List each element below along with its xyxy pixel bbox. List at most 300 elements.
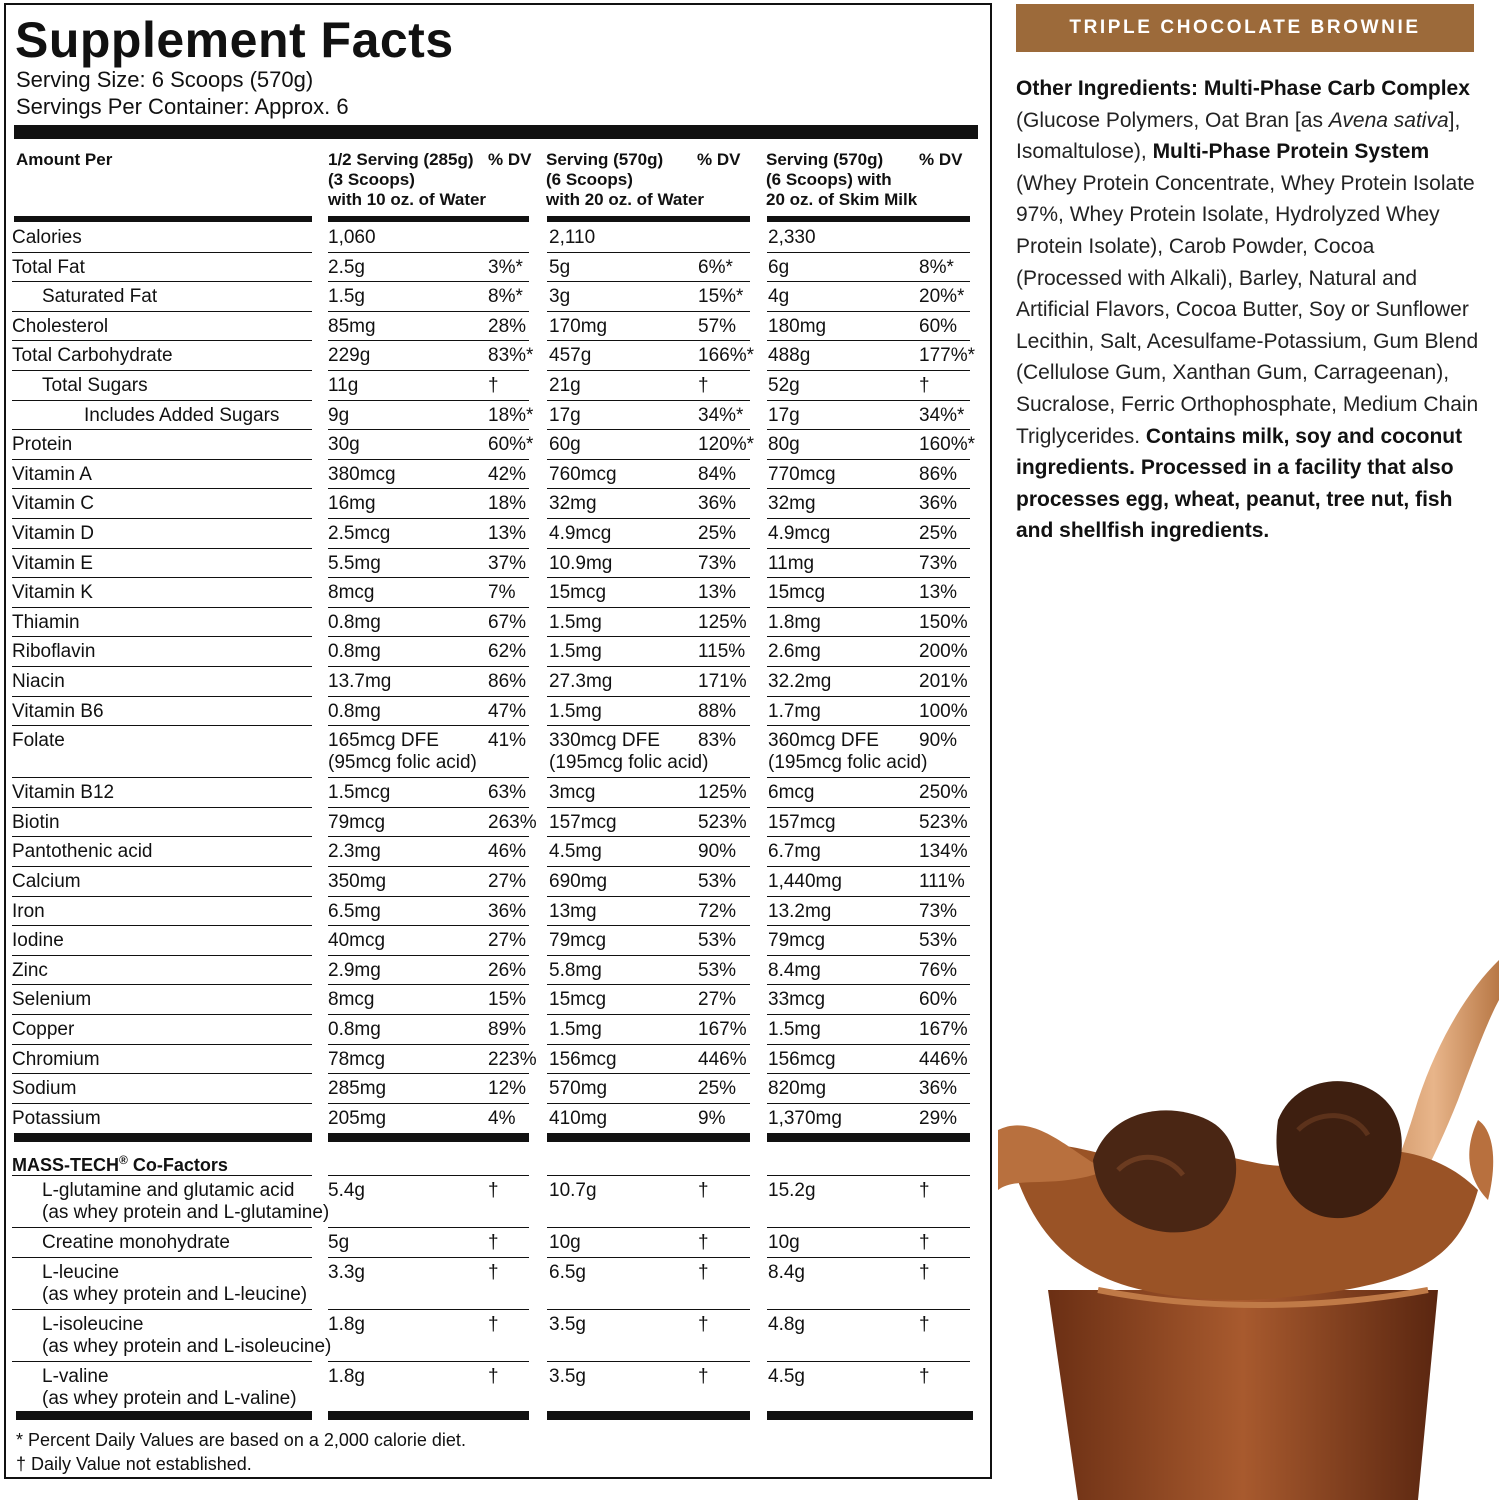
row-divider <box>767 518 970 519</box>
nutrient-dv: 25% <box>698 1078 737 1100</box>
nutrient-dv: 83% <box>698 730 737 752</box>
row-divider <box>767 281 970 282</box>
nutrient-name: Iodine <box>12 930 64 952</box>
row-divider <box>328 696 529 697</box>
nutrient-dv: 88% <box>698 700 737 722</box>
nutrient-dv: 115% <box>698 641 746 663</box>
nutrient-amount: 3mcg <box>549 782 596 804</box>
row-divider <box>328 1073 529 1074</box>
nutrient-name: Total Fat <box>12 256 85 278</box>
servings-per-container: Servings Per Container: Approx. 6 <box>16 94 349 119</box>
row-divider <box>328 777 529 778</box>
nutrient-amount: 380mcg <box>328 463 396 485</box>
cofactor-dv: † <box>919 1313 930 1335</box>
row-divider <box>12 1103 312 1104</box>
nutrient-amount: 11mg <box>768 552 815 574</box>
nutrient-dv: 34%* <box>919 404 965 426</box>
cofactor-amount: 4.8g <box>768 1313 805 1335</box>
row-divider <box>547 636 750 637</box>
row-divider <box>328 340 529 341</box>
cofactor-dv: † <box>919 1261 930 1283</box>
nutrient-dv: 34%* <box>698 404 744 426</box>
nutrient-amount: 1.5mg <box>549 611 602 633</box>
cofactor-divider <box>12 1361 312 1362</box>
nutrient-dv: 446% <box>919 1048 968 1070</box>
row-divider <box>767 836 970 837</box>
nutrient-dv: 60%* <box>488 434 534 456</box>
header-col2-line: (6 Scoops) <box>546 170 633 189</box>
nutrient-amount: 6.5mg <box>328 900 381 922</box>
nutrient-amount: 2.3mg <box>328 841 381 863</box>
nutrient-dv: 167% <box>919 1019 968 1040</box>
nutrient-dv: 25% <box>919 523 958 544</box>
nutrient-amount: 32mg <box>768 493 816 515</box>
row-divider <box>547 807 750 808</box>
nutrient-name: Folate <box>12 730 65 752</box>
header-rule-a <box>14 216 312 222</box>
row-divider <box>12 1014 312 1015</box>
ingredients-segment: Avena sativa <box>1328 108 1449 132</box>
bottom-rule-c <box>547 1411 750 1420</box>
nutrient-dv: 53% <box>698 959 737 981</box>
nutrient-name: Vitamin K <box>12 582 93 604</box>
row-divider <box>12 984 312 985</box>
cofactor-divider <box>547 1309 750 1310</box>
nutrient-dv: 36% <box>698 493 737 515</box>
nutrient-name: Sodium <box>12 1078 77 1100</box>
cofactor-divider <box>328 1361 529 1362</box>
row-divider <box>547 1073 750 1074</box>
row-divider <box>12 252 312 253</box>
row-divider <box>547 1103 750 1104</box>
row-divider <box>12 925 312 926</box>
cofactor-name: L-glutamine and glutamic acid <box>42 1180 295 1201</box>
nutrient-amount: 1,060 <box>328 227 376 248</box>
nutrient-dv: 63% <box>488 782 527 804</box>
row-divider <box>547 370 750 371</box>
cofactor-amount: 1.8g <box>328 1365 365 1387</box>
row-divider <box>767 400 970 401</box>
nutrient-dv: 42% <box>488 463 527 485</box>
nutrient-dv: 201% <box>919 671 968 692</box>
cofactor-amount: 1.8g <box>328 1313 365 1335</box>
nutrient-amount: 457g <box>549 345 592 367</box>
nutrient-dv: 7% <box>488 582 516 604</box>
row-divider <box>767 866 970 867</box>
row-divider <box>12 607 312 608</box>
nutrient-dv: 134% <box>919 841 968 863</box>
nutrient-amount: 1.8mg <box>768 611 821 633</box>
nutrient-amount: 9g <box>328 404 350 426</box>
nutrient-dv: 37% <box>488 552 527 574</box>
row-divider <box>767 925 970 926</box>
nutrient-name: Calcium <box>12 871 81 892</box>
nutrient-dv: 53% <box>698 930 737 952</box>
nutrient-amount: 79mcg <box>768 930 826 952</box>
nutrient-dv: 18%* <box>488 404 534 426</box>
header-col3-dv: % DV <box>919 150 963 169</box>
row-divider <box>328 459 529 460</box>
nutrient-dv: 83%* <box>488 345 534 367</box>
nutrient-name: Includes Added Sugars <box>84 404 280 426</box>
cofactor-amount: 10g <box>768 1232 800 1253</box>
nutrient-dv: 57% <box>698 315 737 337</box>
nutrient-dv: 100% <box>919 700 968 722</box>
cofactor-divider <box>328 1257 529 1258</box>
row-divider <box>12 311 312 312</box>
row-divider <box>767 636 970 637</box>
nutrient-amount: 760mcg <box>549 463 617 485</box>
cofactor-divider <box>547 1175 750 1176</box>
nutrient-dv: 67% <box>488 611 527 633</box>
nutrient-dv: 177%* <box>919 345 975 367</box>
cofactor-dv: † <box>919 1180 930 1201</box>
row-divider <box>328 429 529 430</box>
nutrient-dv: † <box>698 375 709 396</box>
row-divider <box>547 459 750 460</box>
nutrient-name: Cholesterol <box>12 315 109 337</box>
nutrient-amount: 180mg <box>768 315 827 337</box>
nutrient-subnote: (195mcg folic acid) <box>549 752 709 774</box>
cofactor-divider <box>547 1257 750 1258</box>
nutrient-dv: 523% <box>698 811 747 833</box>
nutrient-dv: 47% <box>488 700 527 722</box>
row-divider <box>767 459 970 460</box>
row-divider <box>547 777 750 778</box>
nutrient-dv: 86% <box>919 463 958 485</box>
ingredients-segment: ], Isomaltulose), <box>1016 108 1461 164</box>
header-col3-line: (6 Scoops) with <box>766 170 892 189</box>
header-col1 <box>328 150 486 210</box>
cofactor-dv: † <box>488 1261 499 1283</box>
row-divider <box>12 666 312 667</box>
nutrient-dv: 62% <box>488 641 527 663</box>
header-rule-c <box>547 216 750 222</box>
nutrient-amount: 30g <box>328 434 360 456</box>
cofactor-dv: † <box>698 1313 709 1335</box>
nutrient-amount: 13.7mg <box>328 671 392 692</box>
row-divider <box>767 896 970 897</box>
row-divider <box>328 836 529 837</box>
cofactor-dv: † <box>488 1365 499 1387</box>
nutrient-amount: 0.8mg <box>328 700 381 722</box>
cofactor-subnote: (as whey protein and L-valine) <box>42 1387 297 1409</box>
cofactor-amount: 3.3g <box>328 1261 365 1283</box>
cofactor-divider <box>328 1175 529 1176</box>
row-divider <box>328 518 529 519</box>
nutrient-dv: 53% <box>698 871 737 892</box>
row-divider <box>328 866 529 867</box>
cofactor-amount: 10g <box>549 1232 581 1253</box>
nutrient-amount: 6g <box>768 256 790 278</box>
nutrient-dv: 60% <box>919 989 958 1011</box>
nutrient-amount: 2,110 <box>549 227 596 248</box>
nutrient-dv: 223% <box>488 1048 537 1070</box>
nutrient-dv: 8%* <box>919 256 954 278</box>
row-divider <box>328 577 529 578</box>
nutrient-dv: † <box>919 375 930 396</box>
ingredients-segment: (Whey Protein Concentrate, Whey Protein Isolate 97%, Whey Protein Isolate, Hydrolyzed Whey Protein Isolate), Carob Powder, Cocoa (Processed with Alkali), Barley, Natural and Artificial Flavors, Cocoa Butter, Soy or Sunflower Lecithin, Salt, Acesulfame-Potassium, Gum Blend (Cellulose Gum, Xanthan Gum, Carrageenan), Sucralose, Ferric Orthophosphate, Medium Chain Triglycerides. <box>1016 171 1479 448</box>
row-divider <box>547 400 750 401</box>
cofactor-amount: 3.5g <box>549 1365 586 1387</box>
nutrient-dv: 27% <box>488 871 527 892</box>
nutrient-name: Vitamin E <box>12 552 93 574</box>
nutrient-dv: 20%* <box>919 286 965 308</box>
nutrient-dv: 76% <box>919 959 958 981</box>
cofactor-divider <box>767 1175 970 1176</box>
nutrient-amount: 285mg <box>328 1078 387 1100</box>
nutrient-dv: 28% <box>488 315 527 337</box>
row-divider <box>12 725 312 726</box>
nutrient-amount: 1.5g <box>328 286 365 308</box>
nutrient-name: Vitamin D <box>12 523 95 544</box>
nutrient-amount: 15mcg <box>549 989 607 1011</box>
chocolate-shake-image <box>998 960 1499 1500</box>
nutrient-amount: 156mcg <box>549 1048 617 1070</box>
nutrient-dv: † <box>488 375 499 396</box>
nutrient-amount: 360mcg DFE <box>768 730 879 752</box>
row-divider <box>12 1073 312 1074</box>
nutrient-dv: 13% <box>919 582 958 604</box>
flavor-banner: TRIPLE CHOCOLATE BROWNIE <box>1016 4 1474 52</box>
row-divider <box>547 577 750 578</box>
nutrient-name: Vitamin B12 <box>12 782 115 804</box>
row-divider <box>12 370 312 371</box>
cofactor-rule-a <box>14 1133 312 1142</box>
row-divider <box>767 696 970 697</box>
row-divider <box>767 725 970 726</box>
nutrient-name: Pantothenic acid <box>12 841 153 863</box>
nutrient-name: Total Sugars <box>42 375 148 396</box>
header-col2 <box>546 150 704 210</box>
thick-divider <box>14 125 978 139</box>
row-divider <box>12 836 312 837</box>
row-divider <box>12 518 312 519</box>
row-divider <box>12 429 312 430</box>
nutrient-amount: 3g <box>549 286 571 308</box>
row-divider <box>12 577 312 578</box>
cofactor-divider <box>767 1309 970 1310</box>
nutrient-dv: 73% <box>919 552 958 574</box>
nutrient-amount: 0.8mg <box>328 1019 381 1040</box>
nutrient-amount: 488g <box>768 345 811 367</box>
footnote-dv: * Percent Daily Values are based on a 2,000 calorie diet. <box>16 1430 466 1450</box>
row-divider <box>547 696 750 697</box>
cofactor-divider <box>767 1257 970 1258</box>
row-divider <box>328 925 529 926</box>
row-divider <box>12 896 312 897</box>
nutrient-name: Calories <box>12 227 82 248</box>
row-divider <box>12 281 312 282</box>
nutrient-amount: 16mg <box>328 493 376 515</box>
nutrient-amount: 229g <box>328 345 371 367</box>
nutrient-amount: 0.8mg <box>328 611 381 633</box>
row-divider <box>12 696 312 697</box>
nutrient-amount: 32mg <box>549 493 597 515</box>
row-divider <box>547 607 750 608</box>
nutrient-amount: 170mg <box>549 315 608 337</box>
cofactor-dv: † <box>698 1232 709 1253</box>
nutrient-amount: 1,370mg <box>768 1107 842 1129</box>
nutrient-dv: 15%* <box>698 286 744 308</box>
bottom-rule-d <box>767 1411 973 1420</box>
nutrient-dv: 26% <box>488 959 527 981</box>
row-divider <box>12 1044 312 1045</box>
nutrient-name: Vitamin B6 <box>12 700 104 722</box>
nutrient-dv: 150% <box>919 611 968 633</box>
row-divider <box>12 807 312 808</box>
nutrient-dv: 13% <box>488 523 527 544</box>
cofactor-amount: 10.7g <box>549 1180 597 1201</box>
nutrient-dv: 90% <box>698 841 737 863</box>
row-divider <box>547 311 750 312</box>
nutrient-dv: 25% <box>698 523 737 544</box>
nutrient-amount: 570mg <box>549 1078 608 1100</box>
row-divider <box>328 311 529 312</box>
row-divider <box>547 984 750 985</box>
row-divider <box>547 1014 750 1015</box>
nutrient-amount: 5g <box>549 256 571 278</box>
header-col1-dv: % DV <box>488 150 532 169</box>
nutrient-name: Chromium <box>12 1048 100 1070</box>
nutrient-dv: 167% <box>698 1019 747 1040</box>
row-divider <box>547 666 750 667</box>
row-divider <box>547 548 750 549</box>
cofactor-subnote: (as whey protein and L-leucine) <box>42 1283 308 1305</box>
nutrient-amount: 205mg <box>328 1107 387 1129</box>
nutrient-dv: 4% <box>488 1107 516 1129</box>
nutrient-amount: 770mcg <box>768 463 836 485</box>
nutrient-dv: 72% <box>698 900 737 922</box>
header-col3 <box>766 150 917 210</box>
ingredients-segment: Other Ingredients: Multi-Phase Carb Complex <box>1016 77 1470 100</box>
nutrient-dv: 13% <box>698 582 737 604</box>
nutrient-dv: 263% <box>488 811 537 833</box>
bottom-rule-b <box>328 1411 529 1420</box>
row-divider <box>767 370 970 371</box>
ingredients-segment: Contains milk, soy and coconut ingredients. Processed in a facility that also processes egg, wheat, peanut, tree nut, fish and shellfish ingredients. <box>1016 424 1463 543</box>
row-divider <box>12 636 312 637</box>
nutrient-amount: 6mcg <box>768 782 815 804</box>
row-divider <box>767 777 970 778</box>
nutrient-dv: 90% <box>919 730 958 752</box>
bottom-rule-a <box>16 1411 312 1420</box>
nutrient-amount: 0.8mg <box>328 641 381 663</box>
cofactor-divider <box>767 1227 970 1228</box>
nutrient-amount: 15mcg <box>768 582 826 604</box>
header-col1-line: 1/2 Serving (285g) <box>328 150 474 169</box>
nutrient-amount: 2,330 <box>768 227 816 248</box>
row-divider <box>767 311 970 312</box>
nutrient-name: Vitamin C <box>12 493 95 515</box>
nutrient-dv: 53% <box>919 930 958 952</box>
nutrient-amount: 1.5mcg <box>328 782 391 804</box>
row-divider <box>547 340 750 341</box>
nutrient-dv: 86% <box>488 671 527 692</box>
nutrient-amount: 6.7mg <box>768 841 821 863</box>
row-divider <box>767 340 970 341</box>
supplement-facts-panel <box>4 3 992 1479</box>
nutrient-dv: 125% <box>698 611 747 633</box>
nutrient-amount: 40mcg <box>328 930 386 952</box>
nutrient-amount: 8mcg <box>328 989 375 1011</box>
nutrient-dv: 41% <box>488 730 527 752</box>
nutrient-subnote: (195mcg folic acid) <box>768 752 928 774</box>
row-divider <box>767 1014 970 1015</box>
row-divider <box>547 955 750 956</box>
nutrient-name: Potassium <box>12 1107 101 1129</box>
cofactor-dv: † <box>919 1365 930 1387</box>
header-col2-line: with 20 oz. of Water <box>546 190 705 209</box>
nutrient-amount: 32.2mg <box>768 671 832 692</box>
nutrient-dv: 27% <box>698 989 737 1011</box>
cofactor-divider <box>12 1175 312 1176</box>
row-divider <box>328 252 529 253</box>
nutrient-dv: 446% <box>698 1048 747 1070</box>
ingredients-segment: (Glucose Polymers, Oat Bran [as <box>1016 108 1329 132</box>
row-divider <box>328 400 529 401</box>
nutrient-name: Riboflavin <box>12 641 96 663</box>
nutrient-name: Zinc <box>12 959 48 981</box>
row-divider <box>328 725 529 726</box>
nutrient-amount: 2.9mg <box>328 959 381 981</box>
row-divider <box>547 281 750 282</box>
row-divider <box>547 725 750 726</box>
cofactor-name: Creatine monohydrate <box>42 1232 230 1253</box>
row-divider <box>547 836 750 837</box>
nutrient-amount: 79mcg <box>328 811 386 833</box>
cofactor-name: L-valine <box>42 1365 109 1387</box>
header-col3-line: Serving (570g) <box>766 150 884 169</box>
nutrient-amount: 330mcg DFE <box>549 730 660 752</box>
row-divider <box>328 636 529 637</box>
row-divider <box>767 577 970 578</box>
header-col1-line: (3 Scoops) <box>328 170 415 189</box>
row-divider <box>328 666 529 667</box>
nutrient-dv: 160%* <box>919 434 975 456</box>
nutrient-dv: 27% <box>488 930 527 952</box>
cofactor-dv: † <box>919 1232 930 1253</box>
row-divider <box>547 252 750 253</box>
header-amount: Amount Per <box>16 150 113 169</box>
nutrient-amount: 17g <box>768 404 800 426</box>
nutrient-dv: 73% <box>698 552 737 574</box>
row-divider <box>767 252 970 253</box>
cofactor-name: L-isoleucine <box>42 1313 144 1335</box>
row-divider <box>767 1103 970 1104</box>
row-divider <box>767 488 970 489</box>
row-divider <box>767 807 970 808</box>
row-divider <box>12 488 312 489</box>
nutrient-dv: 18% <box>488 493 527 515</box>
nutrient-dv: 200% <box>919 641 968 663</box>
row-divider <box>12 400 312 401</box>
row-divider <box>547 896 750 897</box>
cofactor-divider <box>547 1227 750 1228</box>
nutrient-dv: 523% <box>919 811 968 833</box>
row-divider <box>328 607 529 608</box>
nutrient-name: Thiamin <box>12 611 80 633</box>
nutrient-amount: 10.9mg <box>549 552 613 574</box>
row-divider <box>547 488 750 489</box>
nutrient-amount: 78mcg <box>328 1048 386 1070</box>
nutrient-amount: 157mcg <box>549 811 617 833</box>
row-divider <box>767 607 970 608</box>
header-col2-dv: % DV <box>697 150 741 169</box>
nutrient-amount: 21g <box>549 375 581 396</box>
row-divider <box>767 955 970 956</box>
cofactor-divider <box>12 1309 312 1310</box>
